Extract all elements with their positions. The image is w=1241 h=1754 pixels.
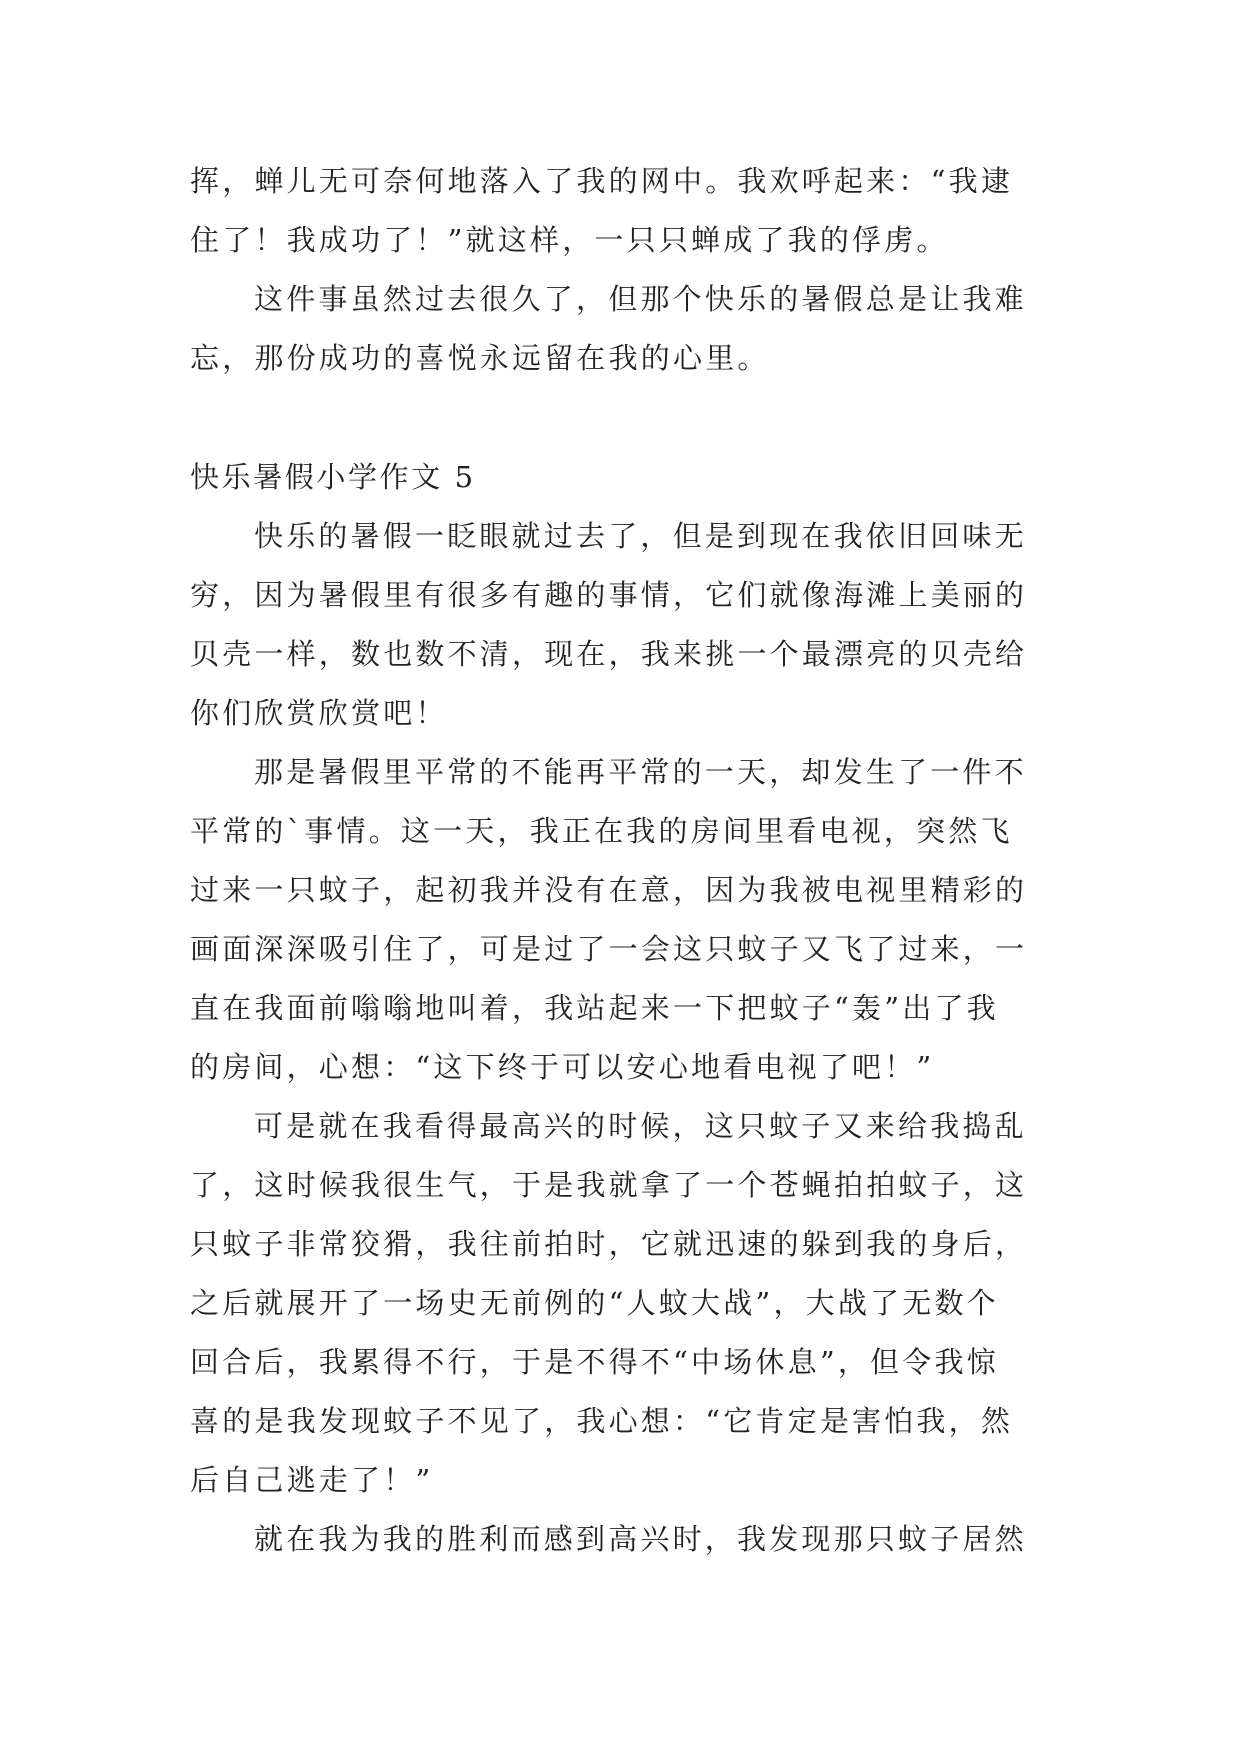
text-line: 这件事虽然过去很久了，但那个快乐的暑假总是让我难 xyxy=(254,282,1027,316)
text-line: 可是就在我看得最高兴的时候，这只蚊子又来给我捣乱 xyxy=(254,1109,1027,1143)
text-line: 的房间，心想：“这下终于可以安心地看电视了吧！” xyxy=(190,1050,935,1084)
text-line: 那是暑假里平常的不能再平常的一天，却发生了一件不 xyxy=(254,755,1027,789)
text-line: 喜的是我发现蚊子不见了，我心想：“它肯定是害怕我，然 xyxy=(190,1404,1014,1438)
text-line: 穷，因为暑假里有很多有趣的事情，它们就像海滩上美丽的 xyxy=(190,578,1028,612)
text-line: 就在我为我的胜利而感到高兴时，我发现那只蚊子居然 xyxy=(254,1522,1027,1556)
text-line: 过来一只蚊子，起初我并没有在意，因为我被电视里精彩的 xyxy=(190,873,1028,907)
text-line: 了，这时候我很生气，于是我就拿了一个苍蝇拍拍蚊子，这 xyxy=(190,1168,1028,1202)
text-line: 直在我面前嗡嗡地叫着，我站起来一下把蚊子“轰”出了我 xyxy=(190,991,999,1025)
paragraph xyxy=(190,1510,1060,1569)
text-line: 只蚊子非常狡猾，我往前拍时，它就迅速的躲到我的身后， xyxy=(190,1227,1028,1261)
section-title: 快乐暑假小学作文 5 xyxy=(190,460,476,494)
paragraph xyxy=(190,1097,1060,1510)
paragraph xyxy=(190,507,1060,743)
text-line: 回合后，我累得不行，于是不得不“中场休息”，但令我惊 xyxy=(190,1345,999,1379)
text-line: 贝壳一样，数也数不清，现在，我来挑一个最漂亮的贝壳给 xyxy=(190,637,1028,671)
text-line: 平常的`事情。这一天，我正在我的房间里看电视，突然飞 xyxy=(190,814,1013,848)
paragraph xyxy=(190,152,1060,270)
text-line: 后自己逃走了！” xyxy=(190,1463,434,1497)
text-line: 忘，那份成功的喜悦永远留在我的心里。 xyxy=(190,341,770,375)
paragraph xyxy=(190,743,1060,1097)
text-line: 住了！我成功了！”就这样，一只只蝉成了我的俘虏。 xyxy=(190,223,949,257)
text-line: 画面深深吸引住了，可是过了一会这只蚊子又飞了过来，一 xyxy=(190,932,1028,966)
text-line: 快乐的暑假一眨眼就过去了，但是到现在我依旧回味无 xyxy=(254,519,1027,553)
section-gap xyxy=(190,388,1060,448)
text-line: 之后就展开了一场史无前例的“人蚊大战”，大战了无数个 xyxy=(190,1286,999,1320)
text-line: 挥，蝉儿无可奈何地落入了我的网中。我欢呼起来：“我逮 xyxy=(190,164,1014,198)
paragraph xyxy=(190,270,1060,388)
text-line: 你们欣赏欣赏吧！ xyxy=(190,696,448,730)
document-page xyxy=(190,152,1060,1569)
